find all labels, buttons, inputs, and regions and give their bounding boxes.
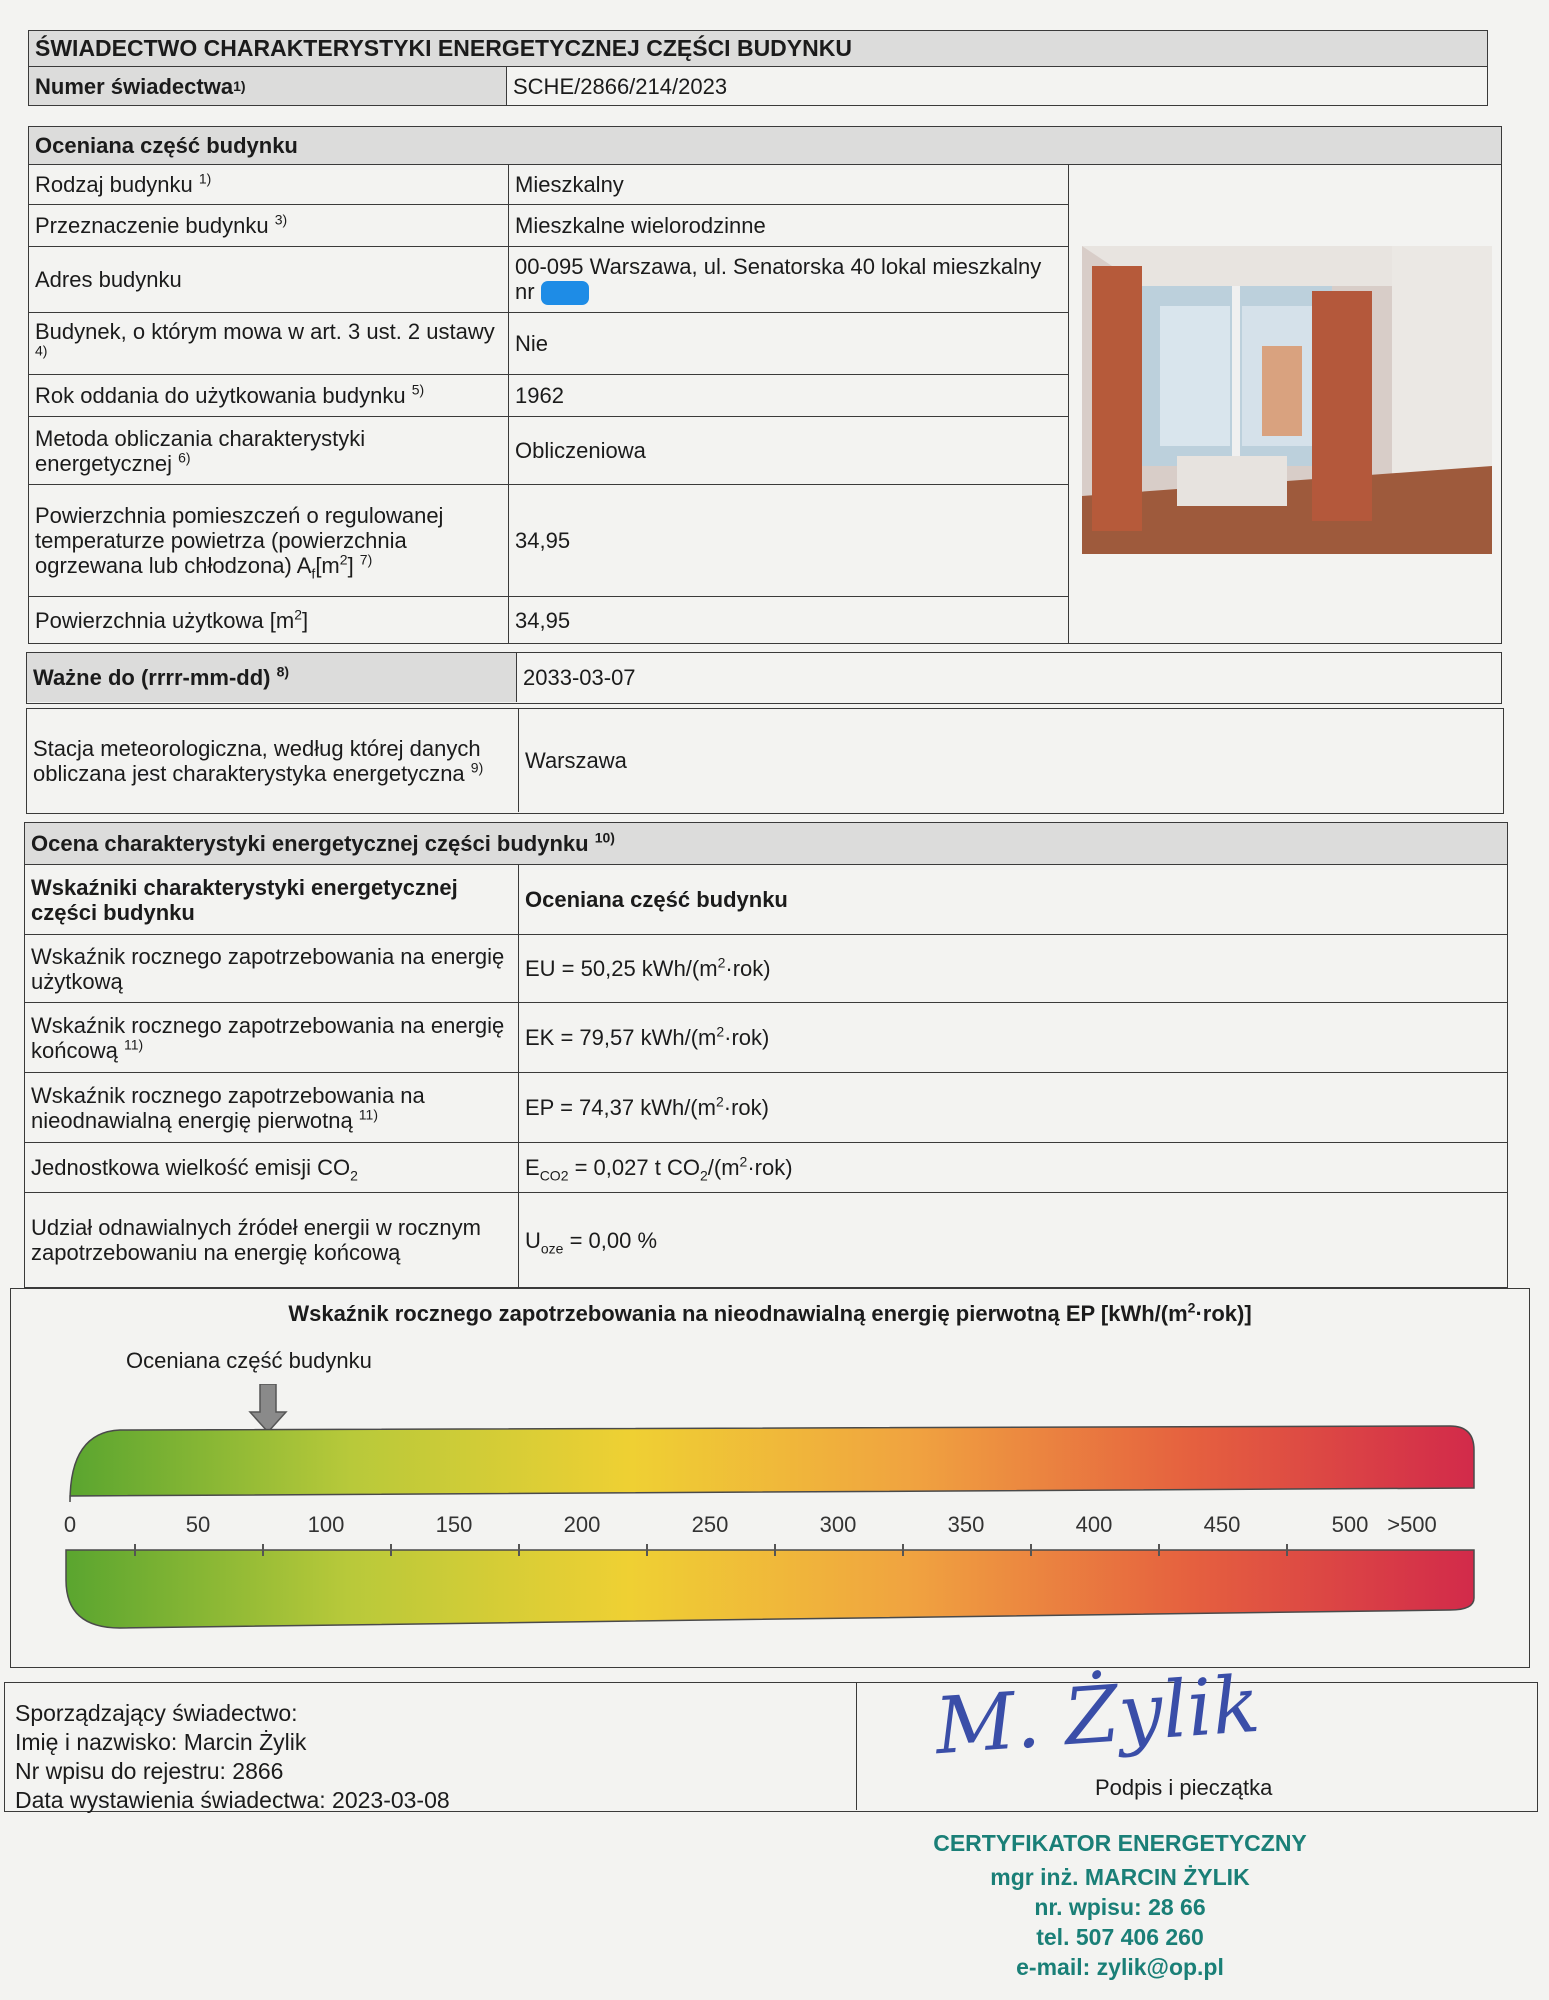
- ek-value: EK = 79,57 kWh/$(m^2\cdot rok)$: [519, 1003, 1507, 1073]
- co2-value: $E_{CO2} = 0,027$ t $CO_2/(m^2\cdot rok)$: [519, 1143, 1507, 1193]
- tick-label: 200: [563, 1512, 601, 1537]
- ep-label: Wskaźnik rocznego zapotrzebowania na nieodnawialną energię pierwotną $^{11)}$: [25, 1073, 519, 1143]
- tick-mark: [262, 1544, 264, 1556]
- heated-area-value: 34,95: [509, 485, 1069, 597]
- number-value: SCHE/2866/214/2023: [513, 73, 728, 99]
- tick-mark: [646, 1544, 648, 1556]
- tick-mark: [1030, 1544, 1032, 1556]
- tick-label: 150: [435, 1512, 473, 1537]
- station-value: Warszawa: [525, 748, 627, 773]
- certificate-title: ŚWIADECTWO CHARAKTERYSTYKI ENERGETYCZNEJ CZĘŚCI BUDYNKU: [29, 31, 1487, 67]
- signature: M. Żylik: [932, 1659, 1263, 1773]
- usable-area-value: 34,95: [509, 597, 1069, 643]
- tick-label: 400: [1075, 1512, 1113, 1537]
- tick-label: 250: [691, 1512, 729, 1537]
- building-type-label: Rodzaj budynku $^{1)}$: [29, 165, 509, 205]
- stamp-phone: tel. 507 406 260: [1036, 1924, 1204, 1950]
- tick-label: >500: [1387, 1512, 1437, 1537]
- gauge-title: Wskaźnik rocznego zapotrzebowania na nieodnawialną energię pierwotną EP $[kWh/(m^2\cdot rok)]$: [288, 1299, 1252, 1326]
- tick-label: 450: [1203, 1512, 1241, 1537]
- stamp-title: CERTYFIKATOR ENERGETYCZNY: [933, 1830, 1307, 1856]
- usable-area-label: Powierzchnia użytkowa $[m^2]$: [29, 597, 509, 643]
- assessed-part-header: Oceniana część budynku: [519, 865, 1507, 935]
- method-label: Metoda obliczania charakterystyki energetycznej $^{6)}$: [29, 417, 509, 485]
- art3-value: Nie: [509, 313, 1069, 375]
- building-purpose-value: Mieszkalne wielorodzinne: [509, 205, 1069, 247]
- method-value: Obliczeniowa: [509, 417, 1069, 485]
- tick-label: 50: [185, 1512, 211, 1537]
- tick-mark: [902, 1544, 904, 1556]
- header-block: [28, 30, 1488, 106]
- author-name: Imię i nazwisko: Marcin Żylik: [15, 1729, 307, 1755]
- author-registry: Nr wpisu do rejestru: 2866: [15, 1758, 284, 1784]
- author-heading: Sporządzający świadectwo:: [15, 1700, 298, 1726]
- valid-block: [26, 652, 1502, 704]
- valid-value: 2033-03-07: [523, 665, 636, 690]
- number-label: Numer świadectwa 1): [29, 67, 507, 105]
- tick-label: 350: [947, 1512, 985, 1537]
- stamp-email: e-mail: zylik@op.pl: [1016, 1954, 1224, 1980]
- ep-value: EP = 74,37 kWh/$(m^2\cdot rok)$: [519, 1073, 1507, 1143]
- tick-label: 500: [1331, 1512, 1369, 1537]
- building-purpose-label: Przeznaczenie budynku $^{3)}$: [29, 205, 509, 247]
- station-label: Stacja meteorologiczna, według której danych obliczana jest charakterystyka energetyczna $^{9)}$: [27, 709, 519, 812]
- assessment-block: [24, 822, 1508, 1288]
- address-value: 00-095 Warszawa, ul. Senatorska 40 lokal mieszkalny nr: [509, 247, 1069, 313]
- heated-area-label: Powierzchnia pomieszczeń o regulowanej temperaturze powietrza (powierzchnia ogrzewana lub chłodzona) $A_f[m^2]$ $^{7)}$: [29, 485, 509, 597]
- stamp-registry: nr. wpisu: 28 66: [1034, 1894, 1206, 1920]
- marker-label: Oceniana część budynku: [126, 1348, 372, 1373]
- tick-mark: [134, 1544, 136, 1556]
- building-type-value: Mieszkalny: [509, 165, 1069, 205]
- room-photo-image: [1082, 246, 1492, 554]
- station-block: [26, 708, 1504, 814]
- tick-mark: [1158, 1544, 1160, 1556]
- year-value: 1962: [509, 375, 1069, 417]
- eu-value: EU = 50,25 kWh/$(m^2\cdot rok)$: [519, 935, 1507, 1003]
- ek-label: Wskaźnik rocznego zapotrzebowania na energię końcową $^{11)}$: [25, 1003, 519, 1073]
- valid-label: Ważne do (rrrr-mm-dd) $^{8)}$: [27, 653, 517, 702]
- marker-arrow: [248, 1384, 288, 1434]
- tick-label: 100: [307, 1512, 345, 1537]
- room-photo: [1082, 246, 1492, 554]
- author-date: Data wystawienia świadectwa: 2023-03-08: [15, 1787, 450, 1813]
- author-info: [5, 1683, 857, 1813]
- redaction-mark: [541, 281, 589, 305]
- tick-mark: [774, 1544, 776, 1556]
- co2-label: Jednostkowa wielkość emisji $CO_2$: [25, 1143, 519, 1193]
- year-label: Rok oddania do użytkowania budynku $^{5)}$: [29, 375, 509, 417]
- oze-value: $U_{oze} = 0,00$ %: [525, 1227, 658, 1256]
- art3-label: Budynek, o którym mowa w art. 3 ust. 2 ustawy $^{4)}$: [29, 313, 509, 375]
- address-label: Adres budynku: [29, 247, 509, 313]
- tick-mark: [518, 1544, 520, 1556]
- tick-mark: [390, 1544, 392, 1556]
- oze-label: Udział odnawialnych źródeł energii w rocznym zapotrzebowaniu na energię końcową: [25, 1193, 519, 1287]
- assessment-title: Ocena charakterystyki energetycznej części budynku $^{10)}$: [25, 823, 1507, 865]
- gauge-block: [10, 1288, 1530, 1668]
- author-block: [4, 1659, 1538, 1813]
- tick-mark: [1286, 1544, 1288, 1556]
- tick-label: 0: [63, 1512, 77, 1537]
- stamp-name: mgr inż. MARCIN ŻYLIK: [990, 1864, 1250, 1890]
- eu-label: Wskaźnik rocznego zapotrzebowania na energię użytkową: [25, 935, 519, 1003]
- part-section-title: Oceniana część budynku: [29, 127, 1501, 165]
- tick-label: 300: [819, 1512, 857, 1537]
- sign-label: Podpis i pieczątka: [1095, 1775, 1273, 1800]
- indicators-header: Wskaźniki charakterystyki energetycznej części budynku: [25, 865, 519, 935]
